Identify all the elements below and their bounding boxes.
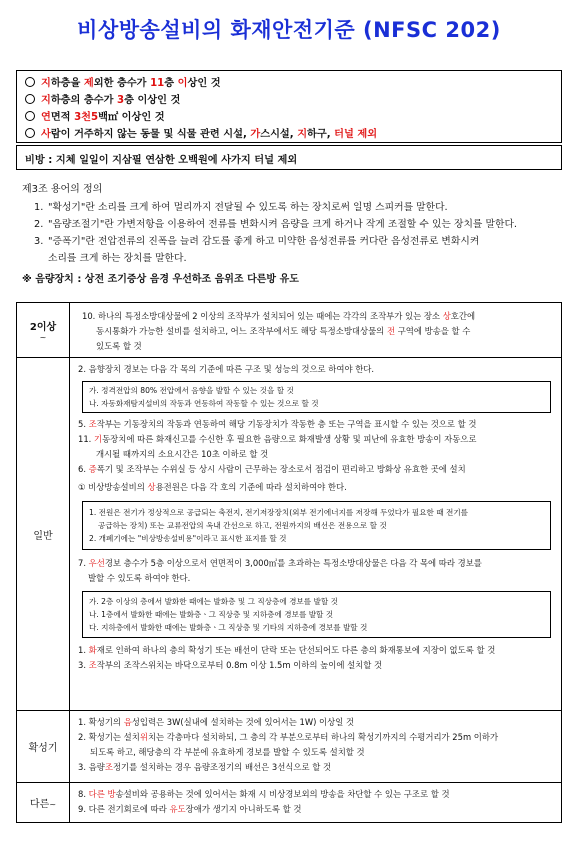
page-title: 비상방송설비의 화재안전기준 (NFSC 202) bbox=[77, 18, 501, 42]
row-content bbox=[70, 303, 562, 358]
table-row bbox=[17, 303, 562, 358]
sub-item: 다. 지하층에서 발화한 때에는 발화층ㆍ그 직상층 및 기타의 지하층에 경보를 발할 것 bbox=[89, 623, 368, 632]
definition-item: 1. "확성기"란 소리를 크게 하여 멀리까지 전달될 수 있도록 하는 장치로써 일명 스피커를 말한다. bbox=[34, 202, 448, 213]
text-line: 3. 조작부의 조작스위치는 바닥으로부터 0.8m 이상 1.5m 이하의 높이에 설치할 것 bbox=[78, 660, 383, 670]
text-line: 1. 화재로 인하여 하나의 층의 확성기 또는 배선이 단락 또는 단선되어도 다른 층의 화재통보에 지장이 없도록 할 것 bbox=[78, 645, 496, 655]
sub-item-box bbox=[82, 501, 551, 550]
text-line: 되도록 하고, 해당층의 각 부분에 유효하게 경보를 발할 수 있도록 설치할 것 bbox=[90, 747, 365, 757]
text-line: 7. 우선경보 층수가 5층 이상으로서 연면적이 3,000㎡를 초과하는 특정소방대상물은 다음 각 목에 따라 경보를 bbox=[78, 558, 482, 568]
text-line: 3. 음량조정기를 설치하는 경우 음량조정기의 배선은 3선식으로 할 것 bbox=[78, 762, 332, 772]
row-content bbox=[70, 358, 562, 711]
text-line: 2. 음향장치 경보는 다음 각 목의 기준에 따른 구조 및 성능의 것으로 하여야 한다. bbox=[78, 364, 375, 374]
circle-bullet-icon bbox=[25, 94, 35, 104]
table-row bbox=[17, 358, 562, 711]
text-line: 10. 하나의 특정소방대상물에 2 이상의 조작부가 설치되어 있는 때에는 각각의 조작부가 있는 장소 상호간에 bbox=[82, 311, 476, 321]
text-line: 있도록 할 것 bbox=[96, 341, 142, 351]
table-row bbox=[17, 783, 562, 823]
row-label: 다른~ bbox=[17, 783, 70, 823]
text-line: 11. 기동장치에 따른 화재신고를 수신한 후 필요한 음량으로 화재발생 상황 및 피난에 유효한 방송이 자동으로 bbox=[78, 434, 477, 444]
text-line: 6. 증폭기 및 조작부는 수위실 등 상시 사람이 근무하는 장소로서 점검이 편리하고 방화상 유효한 곳에 설치 bbox=[78, 464, 466, 474]
definition-item: 2. "음량조절기"란 가변저항을 이용하여 전류를 변화시켜 음량을 크게 하거나 작게 조절할 수 있는 장치를 말한다. bbox=[34, 219, 518, 230]
text-line: 5. 조작부는 기동장치의 작동과 연동하여 해당 기동장치가 작동한 층 또는 구역을 표시할 수 있는 것으로 할 것 bbox=[78, 419, 477, 429]
text-line: 발할 수 있도록 하여야 한다. bbox=[88, 573, 191, 583]
sub-item: 1. 전원은 전기가 정상적으로 공급되는 축전지, 전기저장장치(외부 전기에너지를 저장해 두었다가 필요한 때 전기를 bbox=[89, 508, 469, 517]
sub-item: 2. 개폐기에는 "비상방송설비용"이라고 표시한 표지를 할 것 bbox=[89, 534, 287, 543]
text-line: 2. 확성기는 설치위치는 각층마다 설치하되, 그 층의 각 부분으로부터 하나의 확성기까지의 수평거리가 25m 이하가 bbox=[78, 732, 499, 742]
definition-item-continued: 소리를 크게 하는 장치를 말한다. bbox=[48, 253, 187, 264]
text-line: 8. 다른 방송설비와 공용하는 것에 있어서는 화재 시 비상경보외의 방송을 차단할 수 있는 구조로 할 것 bbox=[78, 789, 450, 799]
text-line: ① 비상방송설비의 상용전원은 다음 각 호의 기준에 따라 설치하여야 한다. bbox=[78, 482, 347, 492]
sub-item-box bbox=[82, 591, 551, 638]
sub-item: 나. 자동화재탐지설비의 작동과 연동하여 작동할 수 있는 것으로 할 것 bbox=[89, 399, 319, 408]
row-content bbox=[70, 711, 562, 783]
standards-table bbox=[16, 302, 562, 823]
text-line: 9. 다른 전기회로에 따라 유도장애가 생기지 아니하도록 할 것 bbox=[78, 804, 302, 814]
circle-bullet-icon bbox=[25, 128, 35, 138]
requirements-box bbox=[16, 70, 562, 143]
row-label: 확성기 bbox=[17, 711, 70, 783]
sub-item: 가. 2층 이상의 층에서 발화한 때에는 발화층 및 그 직상층에 경보를 발할 것 bbox=[89, 597, 338, 606]
section-title: 제3조 용어의 정의 bbox=[22, 184, 103, 195]
definition-item: 3. "증폭기"란 전압전류의 진폭을 늘려 감도를 좋게 하고 미약한 음성전류를 커다란 음성전류로 변화시켜 bbox=[34, 236, 480, 247]
circle-bullet-icon bbox=[25, 77, 35, 87]
requirement-line: 지하층을 제외한 층수가 11층 이상인 것 bbox=[25, 75, 553, 92]
exception-note: 비방 : 지체 일일이 지삼필 연삼한 오백원에 사가지 터널 제외 bbox=[16, 145, 562, 170]
text-line: 개시될 때까지의 소요시간은 10초 이하로 할 것 bbox=[96, 449, 269, 459]
row-label: 2이상 ~ bbox=[17, 303, 70, 358]
sub-item: 공급하는 장치) 또는 교류전압의 옥내 간선으로 하고, 전원까지의 배선은 전용으로 할 것 bbox=[98, 521, 387, 530]
sub-item: 나. 1층에서 발화한 때에는 발화층ㆍ그 직상층 및 지하층에 경보를 발할 것 bbox=[89, 610, 334, 619]
row-label: 일반 bbox=[17, 358, 70, 711]
table-row bbox=[17, 711, 562, 783]
row-content bbox=[70, 783, 562, 823]
text-line: 동시통화가 가능한 설비를 설치하고, 어느 조작부에서도 해당 특정소방대상물의 전 구역에 방송을 할 수 bbox=[96, 326, 471, 336]
requirement-line: 연면적 3천5백㎡ 이상인 것 bbox=[25, 109, 553, 126]
sub-item: 가. 정격전압의 80% 전압에서 음향을 발할 수 있는 것을 할 것 bbox=[89, 386, 294, 395]
sub-item-box bbox=[82, 381, 551, 413]
requirement-line: 지하층의 층수가 3층 이상인 것 bbox=[25, 92, 553, 109]
circle-bullet-icon bbox=[25, 111, 35, 121]
requirement-line: 사람이 거주하지 않는 동물 및 식물 관련 시설, 가스시설, 지하구, 터널 제외 bbox=[25, 126, 553, 143]
special-note: ※ 음량장치 : 상전 조기증상 음경 우선하조 음위조 다른방 유도 bbox=[22, 274, 299, 285]
text-line: 1. 확성기의 음성입력은 3W(실내에 설치하는 것에 있어서는 1W) 이상일 것 bbox=[78, 717, 355, 727]
